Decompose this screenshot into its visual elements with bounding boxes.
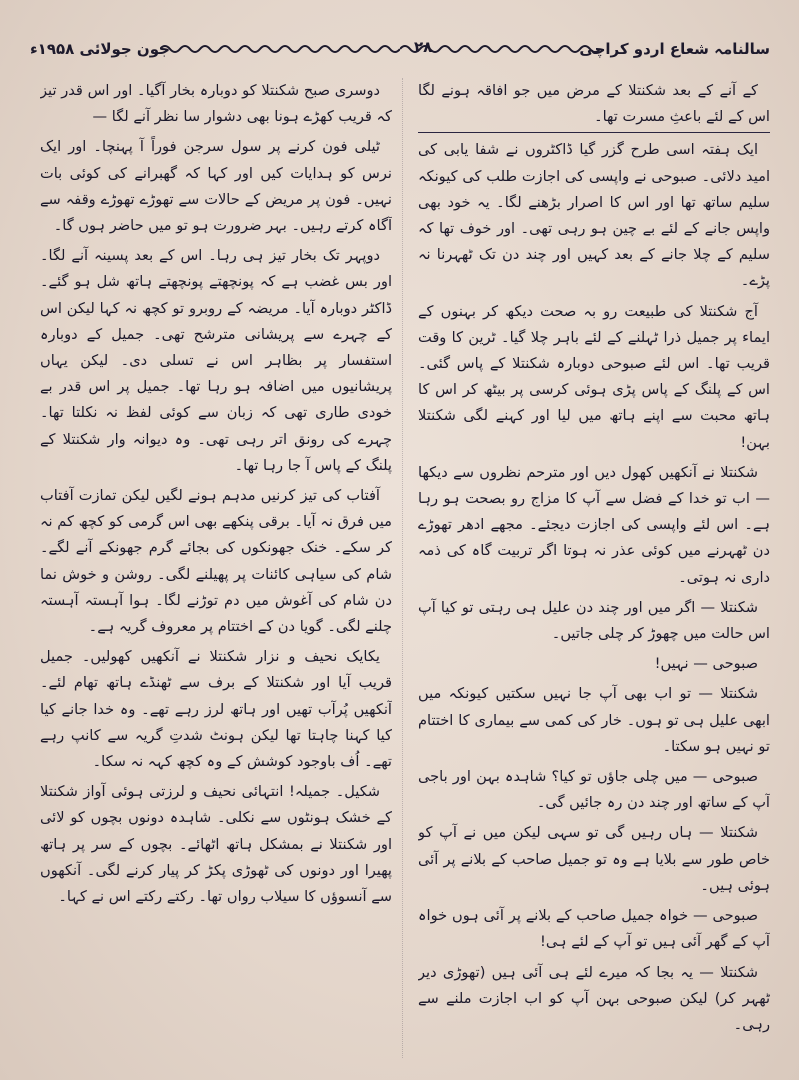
- running-header: [30, 36, 770, 68]
- paragraph: یکایک نحیف و نزار شکنتلا نے آنکھیں کھولیں۔ جمیل قریب آیا اور شکنتلا کے برف سے ٹھنڈے ہاتھ تھام لئے۔ آنکھیں پُرآب تھیں اور ہاتھ لرز رہے تھے۔ وہ خدا جانے کیا کیا کہنا چاہتا تھا لیکن ہونٹ شدتِ گریہ سے کانپ رہے تھے۔ اُف باوجود کوشش کے وہ کچھ کہہ نہ سکا۔: [40, 648, 392, 771]
- paragraph: دوسری صبح شکنتلا کو دوبارہ بخار آگیا۔ اور اس قدر تیز کہ قریب کھڑے ہونا بھی دشوار سا نظر آنے لگا —: [40, 82, 392, 126]
- dialogue-line: شکنتلا — ہاں رہیں گی تو سہی لیکن میں نے آپ کو خاص طور سے بلایا ہے وہ تو جمیل صاحب کے بلانے پر آئی ہوئی ہیں۔: [418, 824, 770, 894]
- dialogue-line: شکنتلا — اگر میں اور چند دن علیل ہی رہتی تو کیا آپ اس حالت میں چھوڑ کر چلی جاتیں۔: [418, 598, 770, 643]
- dialogue-line: صبوحی — خواہ جمیل صاحب کے بلانے پر آئی ہوں خواہ آپ کے گھر آئی ہیں تو آپ کے لئے ہی!: [418, 907, 770, 951]
- dialogue-line: شکنتلا — تو اب بھی آپ جا نہیں سکتیں کیونکہ میں ابھی علیل ہی تو ہوں۔ خار کی کمی سے بیماری کا اختتام تو نہیں ہو سکتا۔: [418, 685, 770, 755]
- dialogue-line: شکنتلا — یہ بجا کہ میرے لئے ہی آئی ہیں (تھوڑی دیر ٹھہر کر) لیکن صبوحی بہن آپ کو اب اجازت ملنے سے رہی۔: [418, 963, 770, 1033]
- paragraph: ایک ہفتہ اسی طرح گزر گیا ڈاکٹروں نے شفا یابی کی امید دلائی۔ صبوحی نے واپسی کی اجازت طلب کی کیونکہ سلیم ساتھ تھا اور اس کا اصرار بڑھنے لگا۔ یہ خود بھی واپس جانے کے لئے بے چین ہو رہی تھی۔ اور خوف تھا کہ سلیم کے چلا جانے کے بعد کہیں اور چند دن تک ٹھہرنا نہ پڑے۔: [418, 141, 770, 290]
- left-text-column: [40, 78, 392, 1063]
- dialogue-line: صبوحی — نہیں!: [654, 655, 758, 673]
- wavy-rule-icon: [160, 42, 400, 56]
- paragraph: دوپہر تک بخار تیز ہی رہا۔ اس کے بعد پسینہ آنے لگا۔ اور بس غضب ہے کہ پونچھتے پونچھتے ہاتھ شل ہو گئے۔ ڈاکٹر دوبارہ آیا۔ مریضہ کے روبرو تو کچھ نہ کہا لیکن اس کے چہرے سے پریشانی مترشح تھی۔ جمیل کے دوبارہ استفسار پر بظاہر اس نے تسلی دی۔ لیکن یہاں پریشانیوں میں اضافہ ہو رہا تھا۔ جمیل پر اس قدر بے خودی طاری تھی کہ زبان سے کوئی لفظ نہ نکلتا تھا۔ چہرے کی رونق اتر رہی تھی۔ وہ دیوانہ وار شکنتلا کے پلنگ کے پاس آ جا رہا تھا۔: [40, 247, 392, 474]
- dialogue-line: صبوحی — میں چلی جاؤں تو کیا؟ شاہدہ بہن اور باجی آپ کے ساتھ اور چند دن رہ جائیں گی۔: [418, 768, 770, 812]
- paragraph: آفتاب کی تیز کرنیں مدہم ہونے لگیں لیکن تمازت آفتاب میں فرق نہ آیا۔ برقی پنکھے بھی اس گرمی کو کچھ کم نہ کر سکے۔ خنک جھونکوں کی بجائے گرم جھونکے آنے لگے۔ شام کی سیاہی کائنات پر پھیلنے لگی۔ روشن و خوش نما دن شام کی آغوش میں دم توڑنے لگا۔ ہوا آہستہ آہستہ چلنے لگی۔ گویا دن کے اختتام پر معروف گریہ ہے۔: [40, 487, 392, 636]
- column-divider: [402, 78, 403, 1058]
- page-number: ۲۸: [414, 38, 433, 56]
- header-issue-date: جون جولائی ۱۹۵۸ء: [30, 40, 170, 58]
- paragraph: آج شکنتلا کی طبیعت رو بہ صحت دیکھ کر بہنوں کے ایماء پر جمیل ذرا ٹہلنے کے لئے باہر چلا گیا۔ ٹرین کا وقت قریب تھا۔ اس لئے صبوحی دوبارہ شکنتلا کے پاس گئی۔ اس کے پلنگ کے پاس پڑی ہوئی کرسی پر بیٹھ کر اس کا ہاتھ محبت سے اپنے ہاتھ میں لیا اور کہنے لگی شکنتلا بہن!: [418, 302, 770, 451]
- paragraph: شکنتلا نے آنکھیں کھول دیں اور مترحم نظروں سے دیکھا — اب تو خدا کے فضل سے آپ کا مزاج رو بصحت ہو رہا ہے۔ اس لئے واپسی کی اجازت دیجئے۔ مجھے ادھر تھوڑے دن ٹھہرنے میں کوئی عذر نہ ہوتا اگر تربیت گاہ کی ذمہ داری نہ ہوتی۔: [418, 463, 770, 586]
- paragraph: شکیل۔ جمیلہ! انتہائی نحیف و لرزتی ہوئی آواز شکنتلا کے خشک ہونٹوں سے نکلی۔ شاہدہ دونوں بچوں کو لائی اور شکنتلا نے بمشکل ہاتھ اٹھائے۔ بچوں کے سر پر ہاتھ پھیرا اور دونوں کی ٹھوڑی پکڑ کر پیار کرنے لگی۔ آنکھوں سے آنسوؤں کا سیلاب رواں تھا۔ رکتے رکتے اس نے کہا۔: [40, 783, 392, 906]
- paragraph: کے آنے کے بعد شکنتلا کے مرض میں جو افاقہ ہونے لگا اس کے لئے باعثِ مسرت تھا۔: [418, 78, 770, 133]
- header-magazine-title: سالنامہ شعاع اردو کراچی: [579, 40, 770, 58]
- paragraph: ٹیلی فون کرنے پر سول سرجن فوراً آ پہنچا۔ اور ایک نرس کو ہدایات کیں اور کہا کہ گھبرانے کی کوئی بات نہیں۔ فون پر مریض کے حالات سے تھوڑے تھوڑے وقفہ سے آگاہ کرتے رہیں۔ بہر ضرورت ہو تو میں حاضر ہوں گا۔: [40, 138, 392, 235]
- right-text-column: [418, 78, 770, 1063]
